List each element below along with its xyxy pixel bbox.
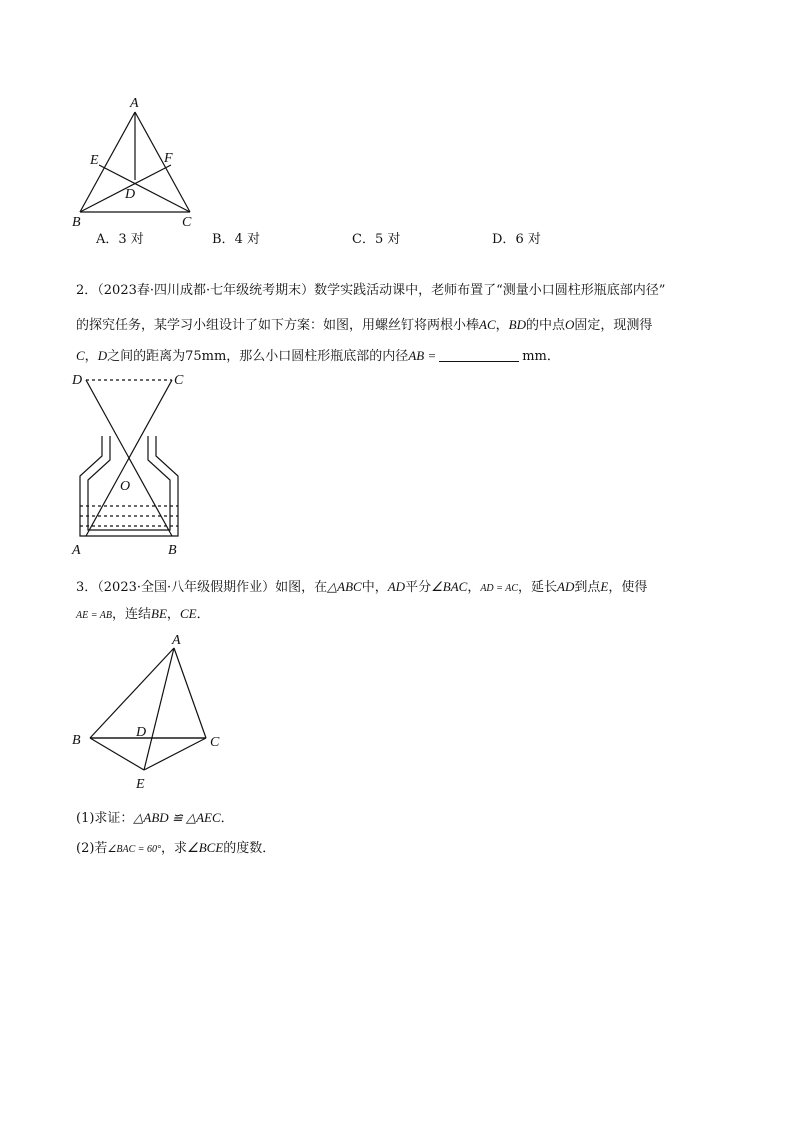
fig1-label-b: B bbox=[72, 215, 81, 230]
fig3-side-ac bbox=[174, 648, 206, 738]
fig2-label-a: A bbox=[72, 543, 81, 558]
fig1-label-c: C bbox=[182, 215, 192, 230]
choice-c: C．5 对 bbox=[352, 232, 401, 247]
fig2-label-o: O bbox=[120, 479, 131, 494]
fig1-label-e: E bbox=[90, 153, 99, 168]
fig1-label-d: D bbox=[125, 187, 136, 202]
fig3-segment-be bbox=[90, 738, 144, 770]
fig2-label-d: D bbox=[72, 373, 83, 388]
fig1-label-a: A bbox=[130, 96, 139, 111]
q3-line-2: AE = AB，连结BE，CE． bbox=[76, 606, 210, 622]
choice-d: D．6 对 bbox=[492, 232, 541, 247]
fig3-label-b: B bbox=[72, 733, 81, 748]
fig3-label-d: D bbox=[136, 725, 147, 740]
q3-part-2: (2)若∠BAC = 60°，求∠BCE的度数． bbox=[76, 840, 276, 856]
q3-part-1: (1)求证：△ABD ≌ △AEC． bbox=[76, 810, 234, 826]
choice-a: A．3 对 bbox=[96, 232, 144, 247]
q3-line-1: 3．（2023·全国·八年级假期作业）如图，在△ABC中，AD平分∠BAC，AD = AC，延长AD到点E，使得 bbox=[76, 579, 648, 595]
fig1-segment-ce bbox=[99, 165, 190, 212]
fig3-segment-ce bbox=[144, 738, 206, 770]
fig3-label-e: E bbox=[136, 777, 145, 792]
figure-2-bottle bbox=[66, 368, 196, 560]
figure-3-triangle bbox=[64, 628, 234, 798]
q2-line-2: 的探究任务，某学习小组设计了如下方案：如图，用螺丝钉将两根小棒AC，BD的中点O固定，现测得 bbox=[76, 317, 653, 333]
fig3-label-c: C bbox=[210, 735, 220, 750]
answer-blank[interactable] bbox=[439, 349, 519, 362]
fig2-label-c: C bbox=[174, 373, 184, 388]
figure-1-triangle bbox=[60, 92, 210, 232]
q2-line-1: 2．（2023春·四川成都·七年级统考期末）数学实践活动课中，老师布置了“测量小口圆柱形瓶底部内径” bbox=[76, 283, 666, 298]
q2-line-3: C，D之间的距离为75mm，那么小口圆柱形瓶底部的内径AB = mm． bbox=[76, 348, 560, 364]
fig3-side-ab bbox=[90, 648, 174, 738]
fig3-label-a: A bbox=[172, 633, 181, 648]
choice-b: B．4 对 bbox=[212, 232, 260, 247]
fig2-label-b: B bbox=[168, 543, 177, 558]
fig1-side-ac bbox=[135, 112, 190, 212]
fig1-label-f: F bbox=[164, 151, 173, 166]
fig3-segment-ae bbox=[144, 648, 174, 770]
